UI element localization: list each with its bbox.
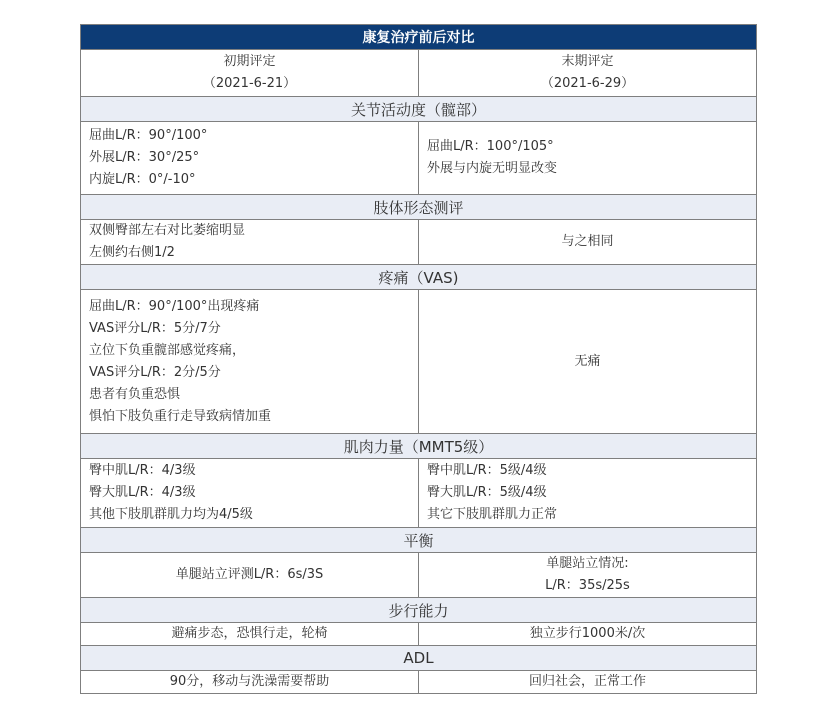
pain-initial-cell: [81, 290, 419, 434]
cell-line: 屈曲L/R：90°/100°: [89, 128, 208, 143]
section-content-row: [81, 290, 757, 434]
cell-line: 无痛: [574, 353, 601, 369]
muscle-strength-initial-cell: [81, 459, 419, 528]
cell-line: 外展与内旋无明显改变: [427, 161, 558, 176]
cell-line: 90分，移动与洗澡需要帮助: [169, 674, 330, 689]
section-heading-muscle-strength: 肌肉力量（MMT5级）: [81, 434, 757, 459]
adl-final-cell: [419, 671, 757, 694]
section-header-row: [81, 646, 757, 671]
section-content-row: [81, 553, 757, 598]
cell-line: 屈曲L/R：100°/105°: [427, 139, 554, 154]
walking-ability-initial-cell: [81, 623, 419, 646]
cell-line: VAS评分L/R：5分/7分: [89, 320, 221, 336]
section-header-row: [81, 97, 757, 122]
section-header-row: [81, 528, 757, 553]
cell-line: 外展L/R：30°/25°: [89, 150, 200, 165]
section-content-row: [81, 122, 757, 195]
table-title-row: [81, 25, 757, 50]
section-header-row: [81, 265, 757, 290]
cell-line: 臀中肌L/R：4/3级: [89, 463, 196, 478]
cell-line: 臀中肌L/R：5级/4级: [427, 463, 547, 478]
initial-assessment-label: 初期评定: [223, 54, 276, 69]
section-content-row: [81, 671, 757, 694]
cell-line: 惧怕下肢负重行走导致病情加重: [89, 408, 272, 424]
cell-line: 内旋L/R：0°/-10°: [89, 172, 196, 187]
cell-line: 单腿站立评测L/R：6s/3S: [175, 567, 324, 582]
cell-line: 臀大肌L/R：4/3级: [89, 485, 196, 500]
cell-line: 回归社会，正常工作: [528, 674, 646, 689]
section-heading-pain: 疼痛（VAS): [81, 265, 757, 290]
section-heading-walking-ability: 步行能力: [81, 598, 757, 623]
cell-line: 双侧臀部左右对比萎缩明显: [89, 223, 246, 238]
initial-assessment-header: [81, 50, 419, 97]
cell-line: VAS评分L/R：2分/5分: [89, 364, 221, 380]
cell-line: L/R：35s/25s: [545, 578, 630, 593]
balance-initial-cell: [81, 553, 419, 598]
rehab-comparison-table: [80, 24, 757, 694]
pain-final-cell: [419, 290, 757, 434]
section-heading-joint-rom: 关节活动度（髋部）: [81, 97, 757, 122]
section-header-row: [81, 434, 757, 459]
cell-line: 屈曲L/R：90°/100°出现疼痛: [89, 298, 260, 314]
cell-line: 臀大肌L/R：5级/4级: [427, 485, 547, 500]
cell-line: 避痛步态，恐惧行走，轮椅: [171, 626, 328, 641]
table-title: 康复治疗前后对比: [81, 25, 757, 50]
cell-line: 其它下肢肌群肌力正常: [427, 507, 558, 522]
cell-line: 单腿站立情况:: [546, 556, 629, 571]
balance-final-cell: [419, 553, 757, 598]
final-assessment-label: 末期评定: [561, 54, 614, 69]
column-header-row: [81, 50, 757, 97]
final-assessment-date: （2021-6-29）: [540, 76, 635, 91]
cell-line: 患者有负重恐惧: [89, 386, 181, 402]
cell-line: 左侧约右侧1/2: [89, 245, 175, 260]
initial-assessment-date: （2021-6-21）: [202, 76, 297, 91]
adl-initial-cell: [81, 671, 419, 694]
joint-rom-final-cell: [419, 122, 757, 195]
section-content-row: [81, 459, 757, 528]
cell-line: 立位下负重髋部感觉疼痛，: [89, 342, 246, 358]
section-content-row: [81, 220, 757, 265]
limb-morphology-final-cell: [419, 220, 757, 265]
section-header-row: [81, 598, 757, 623]
cell-line: 与之相同: [561, 234, 614, 249]
joint-rom-initial-cell: [81, 122, 419, 195]
cell-line: 其他下肢肌群肌力均为4/5级: [89, 507, 253, 522]
muscle-strength-final-cell: [419, 459, 757, 528]
section-content-row: [81, 623, 757, 646]
cell-line: 独立步行1000米/次: [529, 626, 646, 641]
section-heading-adl: ADL: [81, 646, 757, 671]
walking-ability-final-cell: [419, 623, 757, 646]
section-heading-limb-morphology: 肢体形态测评: [81, 195, 757, 220]
section-heading-balance: 平衡: [81, 528, 757, 553]
limb-morphology-initial-cell: [81, 220, 419, 265]
final-assessment-header: [419, 50, 757, 97]
section-header-row: [81, 195, 757, 220]
